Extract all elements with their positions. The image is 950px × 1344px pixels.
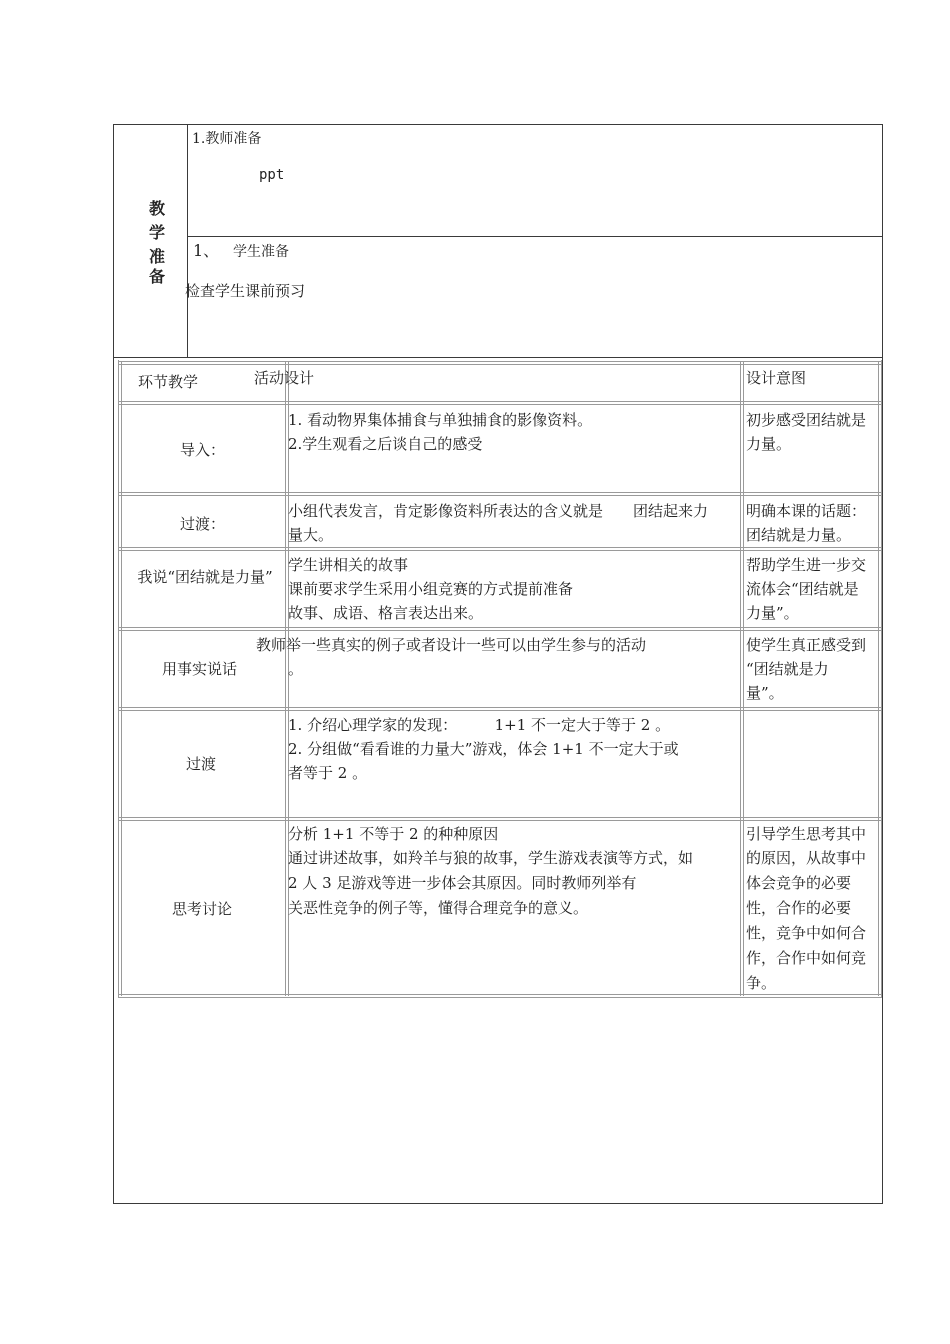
- row-design-line: 分析 1+1 不等于 2 的种种原因: [288, 825, 499, 843]
- row-design-line: 小组代表发言，肯定影像资料所表达的含义就是 团结起来力: [288, 502, 709, 520]
- row-stage: 过渡：: [180, 515, 226, 533]
- row-intent-line: 流体会“团结就是: [746, 580, 859, 598]
- table-col-line-intent-left-2: [743, 362, 744, 996]
- row-stage: 思考讨论: [172, 900, 233, 918]
- prep-bottom-border: [113, 357, 883, 358]
- row-design-line: 通过讲述故事，如羚羊与狼的故事，学生游戏表演等方式，如: [288, 849, 694, 867]
- row-stage: 导入：: [180, 441, 226, 459]
- table-row-line-6: [118, 817, 882, 818]
- table-col-line-design-left: [285, 362, 286, 996]
- table-row-line-3b: [118, 550, 882, 551]
- prep-divider-vertical: [187, 124, 188, 358]
- table-row-line-5: [118, 707, 882, 708]
- table-col-line-right-outer: [881, 360, 882, 998]
- row-intent-line: 初步感受团结就是: [746, 411, 867, 429]
- table-row-line-bottom-2: [118, 997, 882, 998]
- prep-label-char-3: 准: [148, 247, 165, 266]
- header-design: 活动设计: [254, 369, 315, 387]
- row-design-line: 课前要求学生采用小组竞赛的方式提前准备: [288, 580, 574, 598]
- prep-label-char-1: 教: [148, 199, 165, 218]
- row-intent-line: 性，合作的必要: [746, 899, 852, 917]
- teacher-prep-title: 1.教师准备: [192, 131, 262, 147]
- row-stage: 用事实说话: [162, 660, 238, 678]
- outer-bottom-border: [113, 1203, 883, 1204]
- table-col-line-left-inner: [121, 362, 122, 996]
- table-row-line-4: [118, 627, 882, 628]
- row-intent-line: 团结就是力量。: [746, 526, 852, 544]
- row-intent-line: 量”。: [746, 684, 784, 702]
- table-col-line-right-inner: [878, 362, 879, 996]
- outer-right-border: [882, 124, 883, 1204]
- row-design-line: 1. 介绍心理学家的发现： 1+1 不一定大于等于 2 。: [288, 716, 671, 734]
- outer-top-border: [113, 124, 883, 125]
- student-prep-number: 1、: [193, 241, 220, 260]
- row-design-line: 关恶性竞争的例子等，懂得合理竞争的意义。: [288, 899, 589, 917]
- row-intent-line: 引导学生思考其中: [746, 825, 867, 843]
- row-intent-line: 使学生真正感受到: [746, 636, 867, 654]
- row-design-line: 故事、成语、格言表达出来。: [288, 604, 484, 622]
- row-intent-line: “团结就是力: [746, 660, 829, 678]
- table-row-line-3: [118, 547, 882, 548]
- row-stage: 我说“团结就是力量”: [137, 568, 273, 586]
- prep-label-char-2: 学: [148, 223, 165, 242]
- prep-divider-horizontal: [187, 236, 883, 237]
- row-intent-line: 的原因，从故事中: [746, 849, 867, 867]
- row-intent-line: 力量。: [746, 435, 792, 453]
- teacher-prep-item: ppt: [259, 167, 285, 183]
- row-intent-line: 帮助学生进一步交: [746, 556, 867, 574]
- row-design-line: 教师举一些真实的例子或者设计一些可以由学生参与的活动: [256, 636, 647, 654]
- row-intent-line: 作，合作中如何竞: [746, 949, 867, 967]
- student-prep-title: 学生准备: [233, 244, 289, 260]
- row-intent-line: 力量”。: [746, 604, 799, 622]
- table-col-line-intent-left: [740, 362, 741, 996]
- header-stage: 环节教学: [138, 373, 199, 391]
- row-design-line: 2 人 3 足游戏等进一步体会其原因。同时教师列举有: [288, 874, 637, 892]
- row-design-line: 2. 分组做“看看谁的力量大”游戏，体会 1+1 不一定大于或: [288, 740, 679, 758]
- table-row-line-2b: [118, 495, 882, 496]
- row-intent-line: 争。: [746, 974, 777, 992]
- table-row-line-4b: [118, 630, 882, 631]
- table-row-line-6b: [118, 820, 882, 821]
- table-row-line-top: [118, 361, 882, 362]
- row-intent-line: 明确本课的话题：: [746, 502, 867, 520]
- row-design-line: 1. 看动物界集体捕食与单独捕食的影像资料。: [288, 411, 593, 429]
- header-intent: 设计意图: [746, 369, 807, 387]
- row-design-line: 。: [288, 660, 304, 678]
- row-design-line: 学生讲相关的故事: [288, 556, 409, 574]
- row-design-line: 者等于 2 。: [288, 764, 368, 782]
- row-stage: 过渡: [186, 755, 217, 773]
- table-col-line-left-outer: [118, 360, 119, 998]
- row-intent-line: 性，竞争中如何合: [746, 924, 867, 942]
- table-row-line-1b: [118, 404, 882, 405]
- outer-left-border: [113, 124, 114, 1204]
- row-intent-line: 体会竞争的必要: [746, 874, 852, 892]
- table-row-line-1: [118, 401, 882, 402]
- prep-label-char-4: 备: [148, 267, 165, 286]
- row-design-line: 量大。: [288, 526, 334, 544]
- table-row-line-2: [118, 492, 882, 493]
- student-prep-item: 检查学生课前预习: [185, 282, 306, 300]
- table-row-line-top-2: [118, 364, 882, 365]
- row-design-line: 2.学生观看之后谈自己的感受: [288, 435, 483, 453]
- table-row-line-5b: [118, 710, 882, 711]
